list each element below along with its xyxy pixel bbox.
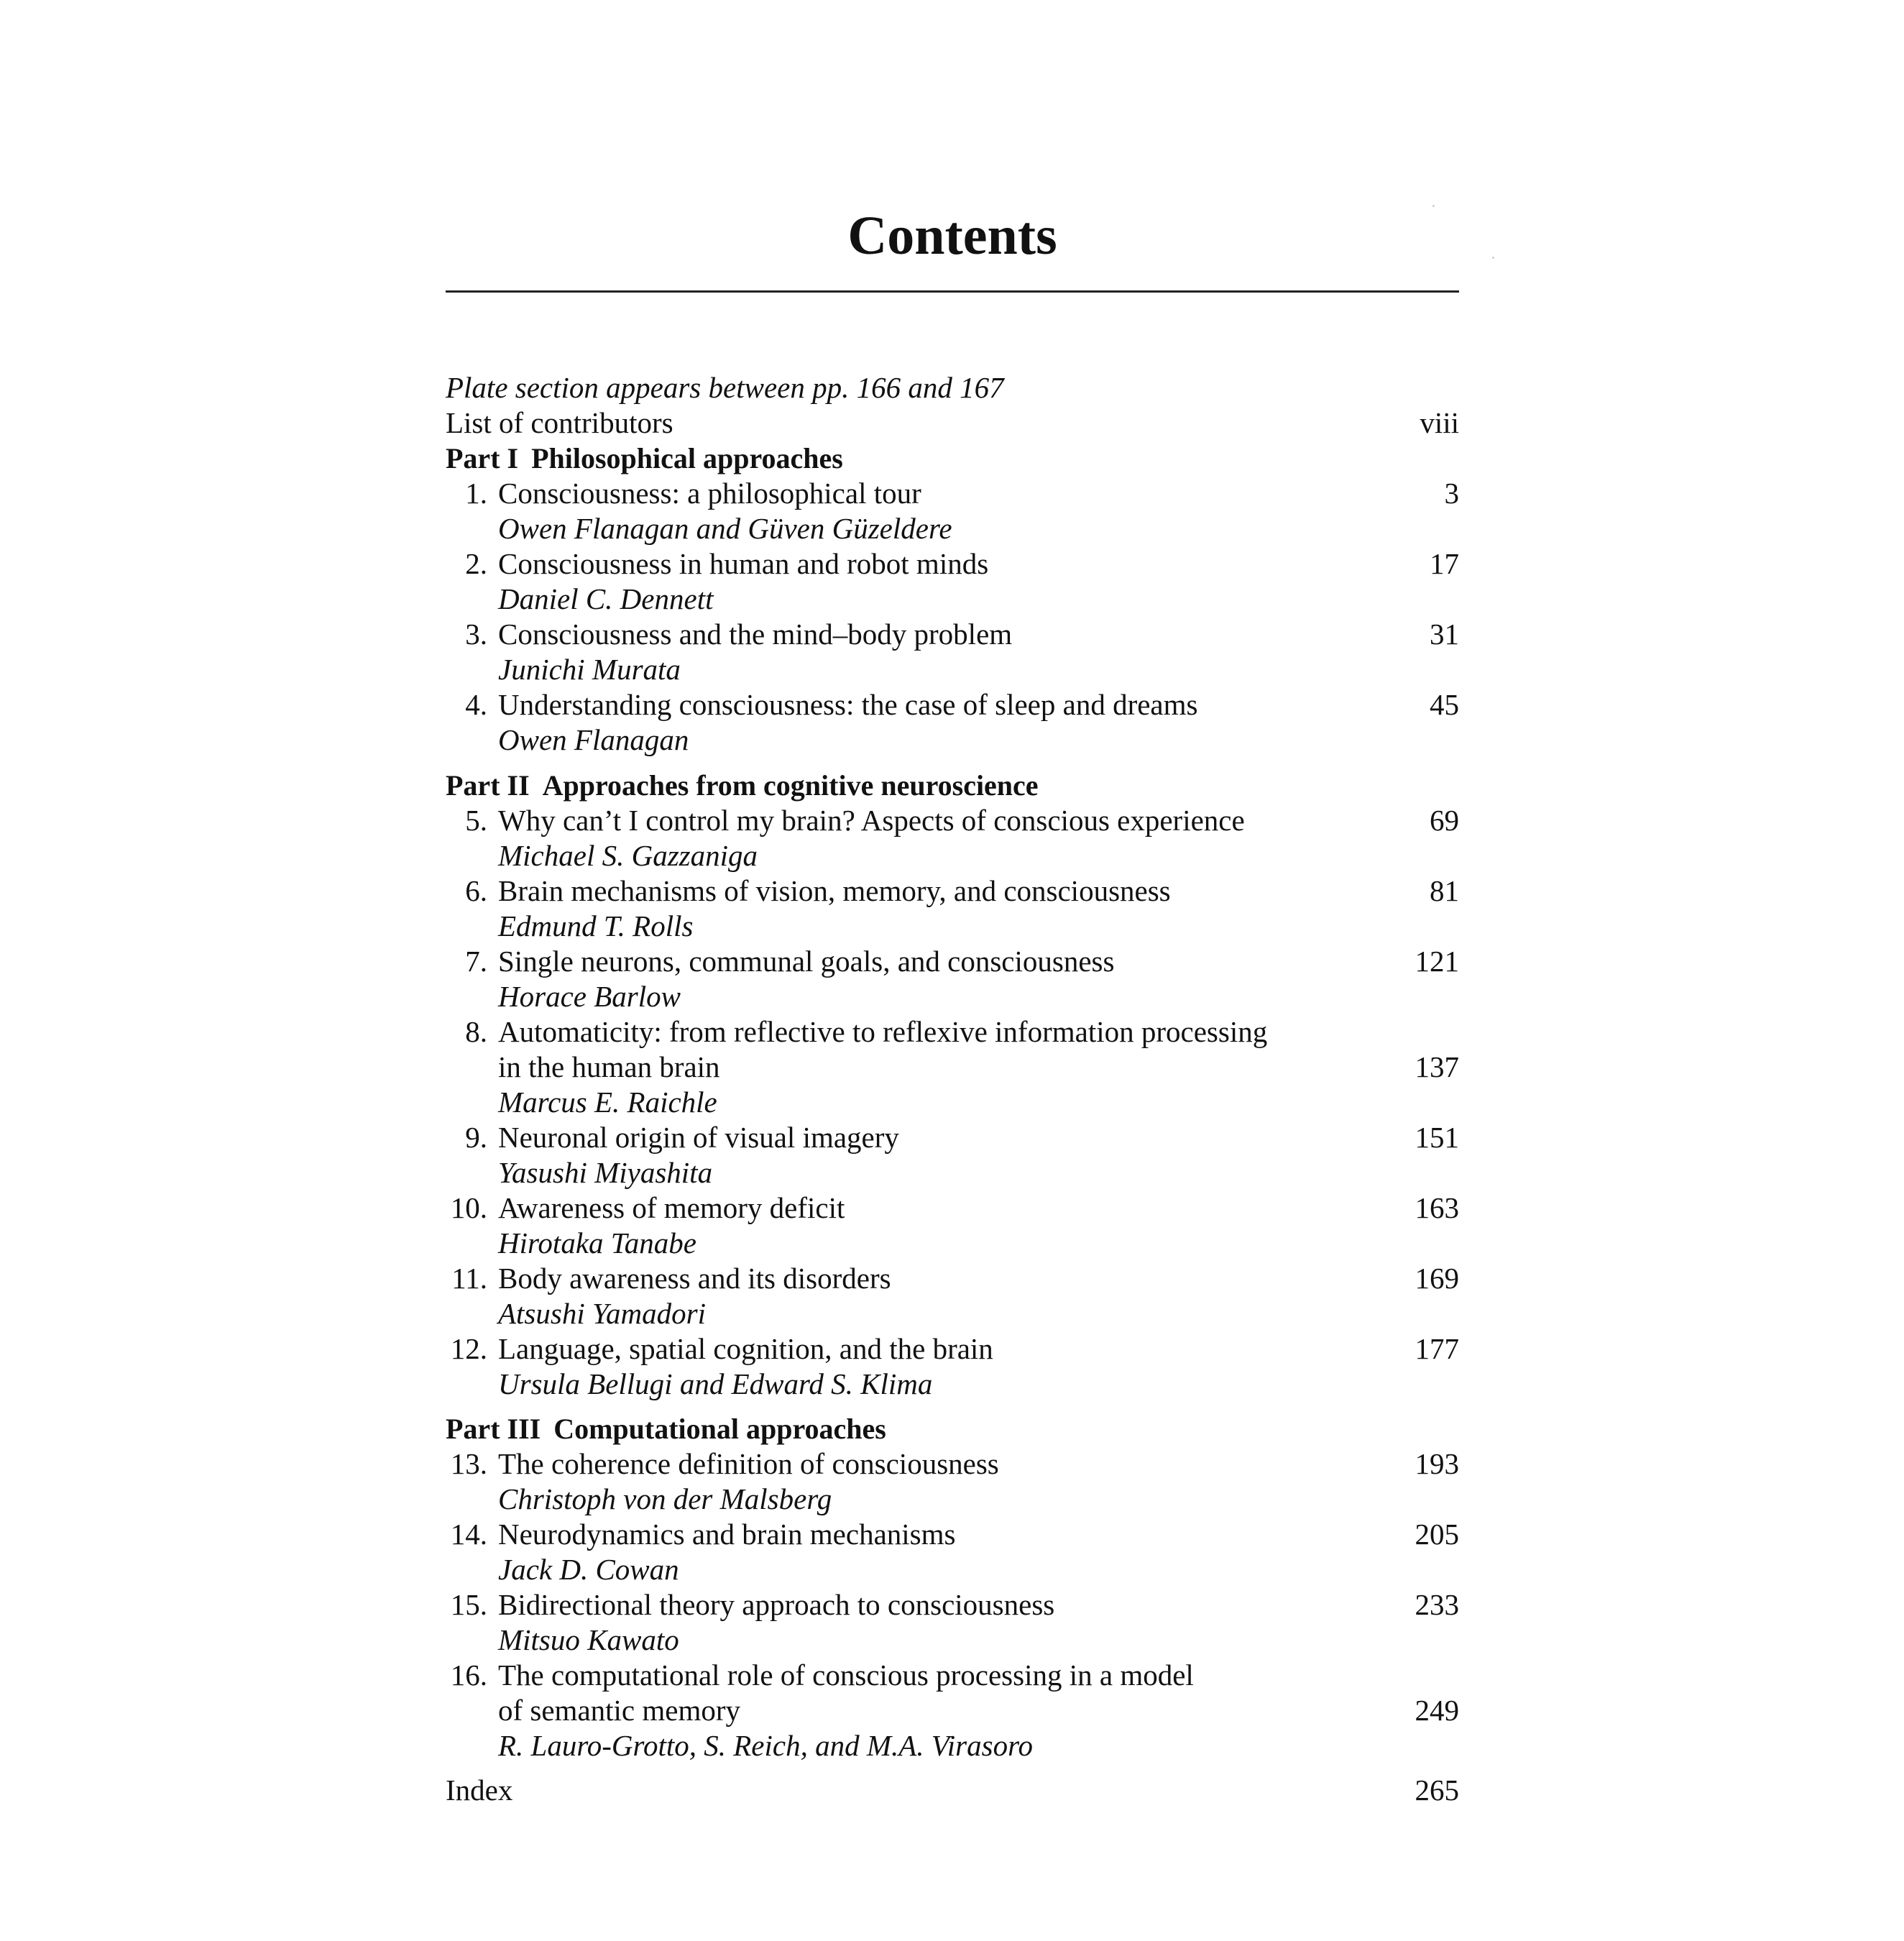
- chapter-number: 2.: [465, 547, 487, 580]
- chapter-author: Jack D. Cowan: [498, 1553, 679, 1586]
- toc-entry-chapter-2[interactable]: [446, 546, 1459, 582]
- chapter-author: Christoph von der Malsberg: [498, 1482, 832, 1515]
- chapter-title: Neurodynamics and brain mechanisms: [498, 1518, 956, 1551]
- chapter-author: Michael S. Gazzaniga: [498, 839, 758, 872]
- chapter-author: Atsushi Yamadori: [498, 1297, 706, 1330]
- toc-entry-chapter-5[interactable]: [446, 803, 1459, 838]
- chapter-page: 249: [1415, 1694, 1459, 1727]
- chapter-number: 9.: [465, 1121, 487, 1154]
- toc-entry-chapter-11[interactable]: [446, 1261, 1459, 1296]
- toc-entry-chapter-7[interactable]: [446, 944, 1459, 979]
- chapter-title: Language, spatial cognition, and the brain: [498, 1332, 993, 1365]
- toc-entry-chapter-3[interactable]: [446, 617, 1459, 652]
- toc-entry-chapter-10[interactable]: [446, 1190, 1459, 1226]
- chapter-author-line: [446, 1085, 1459, 1120]
- chapter-author: Horace Barlow: [498, 980, 681, 1013]
- toc-entry-index[interactable]: [446, 1773, 1459, 1808]
- chapter-author-line: [446, 1367, 1459, 1402]
- chapter-author: Yasushi Miyashita: [498, 1156, 713, 1189]
- contributors-page: viii: [1420, 406, 1459, 439]
- chapter-author-line: [446, 979, 1459, 1014]
- chapter-author: Owen Flanagan and Güven Güzeldere: [498, 512, 952, 545]
- toc-entry-chapter-6[interactable]: [446, 873, 1459, 909]
- chapter-page: 193: [1415, 1447, 1459, 1480]
- chapter-author-line: [446, 582, 1459, 617]
- chapter-page: 205: [1415, 1518, 1459, 1551]
- chapter-author: Mitsuo Kawato: [498, 1623, 679, 1656]
- chapter-author: Ursula Bellugi and Edward S. Klima: [498, 1367, 933, 1400]
- part-heading-2: [446, 768, 1459, 803]
- toc-entry-chapter-16[interactable]: [446, 1658, 1459, 1693]
- chapter-author-line: [446, 1552, 1459, 1587]
- part-heading-3: [446, 1411, 1459, 1446]
- chapter-page: 31: [1430, 618, 1459, 651]
- chapter-author: Junichi Murata: [498, 653, 681, 686]
- chapter-author-line: [446, 838, 1459, 873]
- chapter-title: Single neurons, communal goals, and consciousness: [498, 945, 1115, 978]
- chapter-number: 13.: [450, 1447, 487, 1480]
- part-title: Approaches from cognitive neuroscience: [542, 769, 1039, 802]
- chapter-author: Daniel C. Dennett: [498, 582, 714, 615]
- part-number: Part III: [446, 1413, 541, 1445]
- chapter-author-line: [446, 1482, 1459, 1517]
- chapter-title-continuation: of semantic memory: [498, 1694, 741, 1727]
- chapter-number: 11.: [451, 1262, 487, 1295]
- chapter-author: Hirotaka Tanabe: [498, 1226, 697, 1259]
- chapter-title: The computational role of conscious processing in a model: [498, 1658, 1194, 1692]
- plate-section-note: Plate section appears between pp. 166 and 167: [446, 371, 1004, 404]
- toc-entry-chapter-12[interactable]: [446, 1331, 1459, 1367]
- chapter-number: 12.: [450, 1332, 487, 1365]
- chapter-number: 14.: [450, 1518, 487, 1551]
- chapter-page: 3: [1444, 477, 1459, 510]
- chapter-author: Owen Flanagan: [498, 723, 689, 756]
- chapter-title: Consciousness and the mind–body problem: [498, 618, 1013, 651]
- part-number: Part II: [446, 769, 530, 802]
- chapter-title: Consciousness: a philosophical tour: [498, 477, 921, 510]
- chapter-title: Body awareness and its disorders: [498, 1262, 891, 1295]
- chapter-number: 4.: [465, 688, 487, 721]
- chapter-number: 5.: [465, 804, 487, 837]
- toc-entry-chapter-4[interactable]: [446, 687, 1459, 722]
- chapter-page: 45: [1430, 688, 1459, 721]
- contributors-label: List of contributors: [446, 406, 673, 439]
- chapter-title: Neuronal origin of visual imagery: [498, 1121, 899, 1154]
- toc-entry-chapter-1[interactable]: [446, 476, 1459, 511]
- chapter-title-continuation-line[interactable]: [446, 1050, 1459, 1085]
- chapter-number: 15.: [450, 1588, 487, 1621]
- chapter-title: Awareness of memory deficit: [498, 1191, 845, 1224]
- chapter-author-line: [446, 909, 1459, 944]
- part-heading-1: [446, 441, 1459, 476]
- page-title: Contents: [847, 206, 1057, 266]
- chapter-page: 151: [1415, 1121, 1459, 1154]
- index-page: 265: [1415, 1773, 1459, 1807]
- chapter-author-line: [446, 1728, 1459, 1763]
- part-title: Philosophical approaches: [531, 442, 843, 474]
- part-title: Computational approaches: [553, 1413, 886, 1445]
- toc-entry-contributors[interactable]: [446, 405, 1459, 441]
- toc-entry-chapter-15[interactable]: [446, 1587, 1459, 1623]
- chapter-page: 69: [1430, 804, 1459, 837]
- chapter-author: R. Lauro-Grotto, S. Reich, and M.A. Virasoro: [498, 1729, 1034, 1762]
- chapter-title: Bidirectional theory approach to consciousness: [498, 1588, 1055, 1621]
- part-number: Part I: [446, 442, 519, 474]
- chapter-title: Understanding consciousness: the case of sleep and dreams: [498, 688, 1198, 721]
- chapter-page: 233: [1415, 1588, 1459, 1621]
- chapter-number: 6.: [465, 874, 487, 907]
- chapter-number: 3.: [465, 618, 487, 651]
- chapter-author: Edmund T. Rolls: [498, 909, 694, 942]
- chapter-page: 163: [1415, 1191, 1459, 1224]
- chapter-author-line: [446, 1296, 1459, 1331]
- chapter-page: 177: [1415, 1332, 1459, 1365]
- chapter-author-line: [446, 1623, 1459, 1658]
- index-label: Index: [446, 1773, 513, 1807]
- chapter-author-line: [446, 511, 1459, 546]
- chapter-title: Brain mechanisms of vision, memory, and consciousness: [498, 874, 1171, 907]
- toc-entry-chapter-13[interactable]: [446, 1446, 1459, 1482]
- toc-entry-chapter-8[interactable]: [446, 1014, 1459, 1050]
- chapter-page: 137: [1415, 1050, 1459, 1083]
- chapter-title: Automaticity: from reflective to reflexive information processing: [498, 1015, 1268, 1048]
- scan-speck: [1492, 257, 1494, 259]
- chapter-page: 17: [1430, 547, 1459, 580]
- chapter-author-line: [446, 652, 1459, 687]
- chapter-author-line: [446, 722, 1459, 758]
- toc-entry-chapter-9[interactable]: [446, 1120, 1459, 1155]
- chapter-author-line: [446, 1226, 1459, 1261]
- chapter-number: 8.: [465, 1015, 487, 1048]
- table-of-contents: [446, 0, 1459, 1941]
- chapter-title: Consciousness in human and robot minds: [498, 547, 989, 580]
- chapter-author: Marcus E. Raichle: [498, 1086, 717, 1119]
- chapter-title-continuation: in the human brain: [498, 1050, 720, 1083]
- chapter-number: 10.: [450, 1191, 487, 1224]
- chapter-author-line: [446, 1155, 1459, 1190]
- chapter-page: 169: [1415, 1262, 1459, 1295]
- chapter-number: 16.: [450, 1658, 487, 1692]
- chapter-title: The coherence definition of consciousness: [498, 1447, 999, 1480]
- chapter-page: 81: [1430, 874, 1459, 907]
- toc-entry-chapter-14[interactable]: [446, 1517, 1459, 1552]
- chapter-number: 7.: [465, 945, 487, 978]
- chapter-title: Why can’t I control my brain? Aspects of conscious experience: [498, 804, 1245, 837]
- chapter-page: 121: [1415, 945, 1459, 978]
- chapter-title-continuation-line[interactable]: [446, 1693, 1459, 1728]
- chapter-number: 1.: [465, 477, 487, 510]
